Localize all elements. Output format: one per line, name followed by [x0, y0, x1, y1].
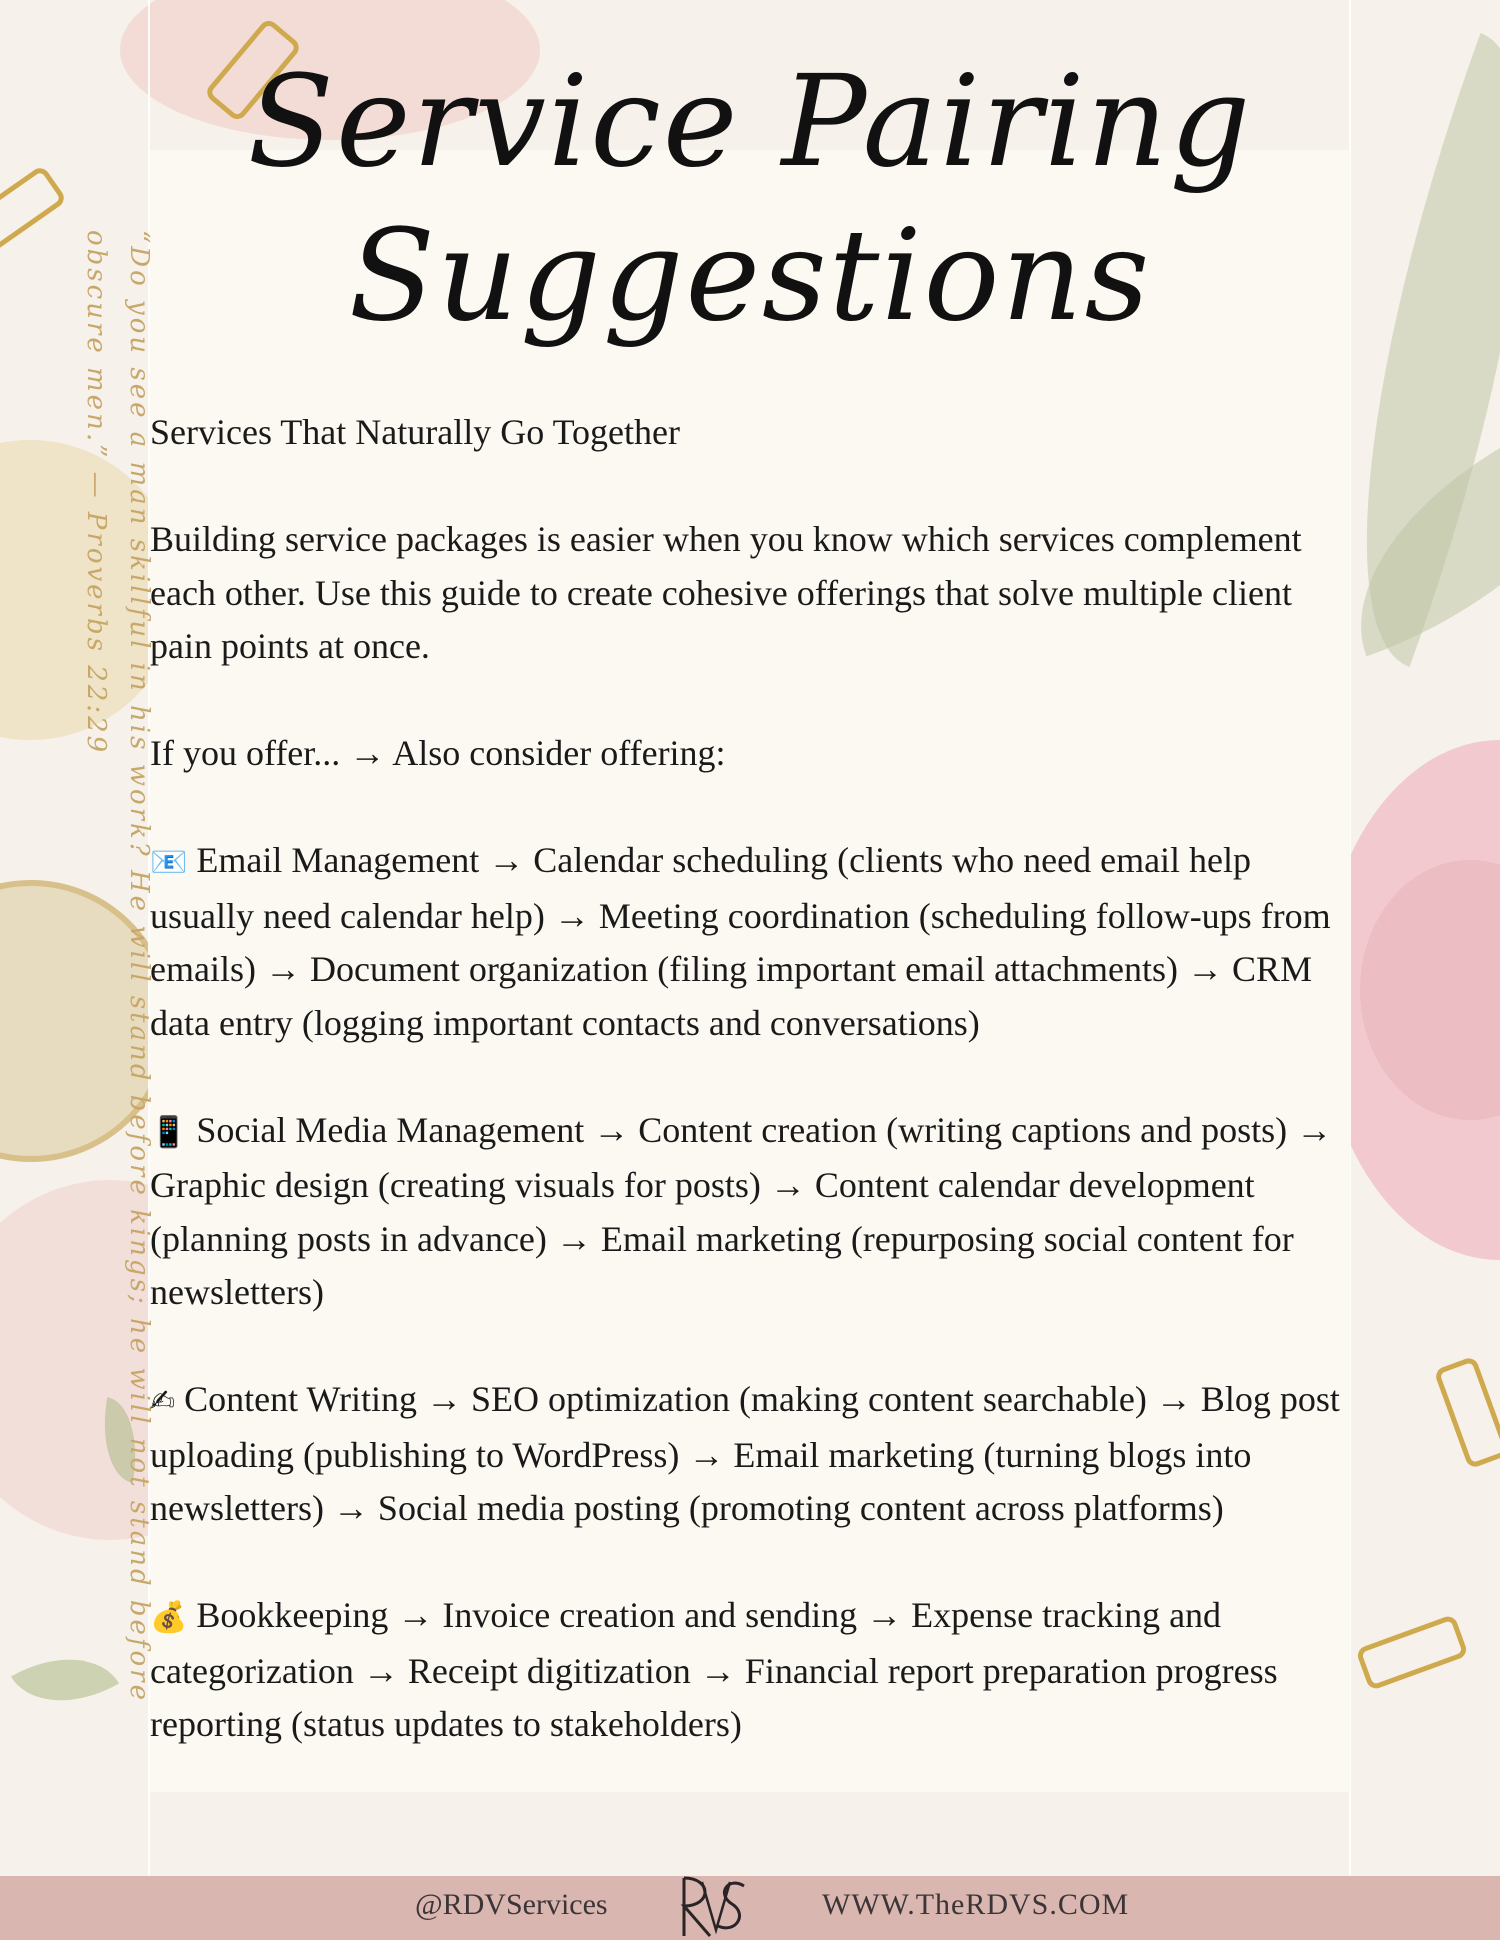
- section-bookkeeping: [150, 1589, 1360, 1752]
- writing-hand-icon: ✍: [150, 1384, 176, 1419]
- main-content: [150, 406, 1360, 1752]
- side-quote: “Do you see a man skillful in his work? He will stand before kings; he will not stand before obscure men.” — Proverbs 22:29: [81, 230, 154, 1703]
- page-title: Service Pairing: [247, 48, 1253, 195]
- envelope-icon: 📧: [150, 845, 188, 880]
- money-bag-icon: 💰: [150, 1600, 188, 1635]
- social-handle: @RDVServices: [415, 1888, 608, 1921]
- paper-clip-decor: [1355, 1614, 1469, 1691]
- rdvs-logo: [672, 1872, 752, 1940]
- section-social-media: [150, 1104, 1360, 1320]
- subtitle: Services That Naturally Go Together: [150, 412, 680, 452]
- page-title-line2: Suggestions: [348, 202, 1152, 349]
- intro-paragraph: Building service packages is easier when you know which services complement each other. Use this guide to create cohesive offerings that solve multiple client pain points at once.: [150, 519, 1302, 666]
- lead-line: If you offer... → Also consider offering:: [150, 733, 726, 773]
- website-url: WWW.TheRDVS.COM: [822, 1888, 1130, 1921]
- mobile-phone-icon: 📱: [150, 1114, 188, 1150]
- section-email: [150, 834, 1360, 1050]
- paper-clip-decor: [1433, 1356, 1500, 1470]
- section-content-writing: [150, 1373, 1360, 1536]
- section-text: Email Management → Calendar scheduling (clients who need email help usually need calendar help) → Meeting coordination (scheduling follow-ups from emails) → Document organization (filing important email attachments) → CRM data entry (logging important contacts and conversations): [150, 840, 1331, 1043]
- section-text: Social Media Management → Content creation (writing captions and posts) → Graphic design (creating visuals for posts) → Content calendar development (planning posts in advance) → Email marketing (repurposing social content for newsletters): [150, 1109, 1333, 1312]
- section-text: Content Writing → SEO optimization (making content searchable) → Blog post uploading (publishing to WordPress) → Email marketing (turning blogs into newsletters) → Social media posting (promoting content across platforms): [150, 1379, 1340, 1528]
- section-text: Bookkeeping → Invoice creation and sending → Expense tracking and categorization → Receipt digitization → Financial report preparation progress reporting (status updates to stakeholders): [150, 1595, 1278, 1744]
